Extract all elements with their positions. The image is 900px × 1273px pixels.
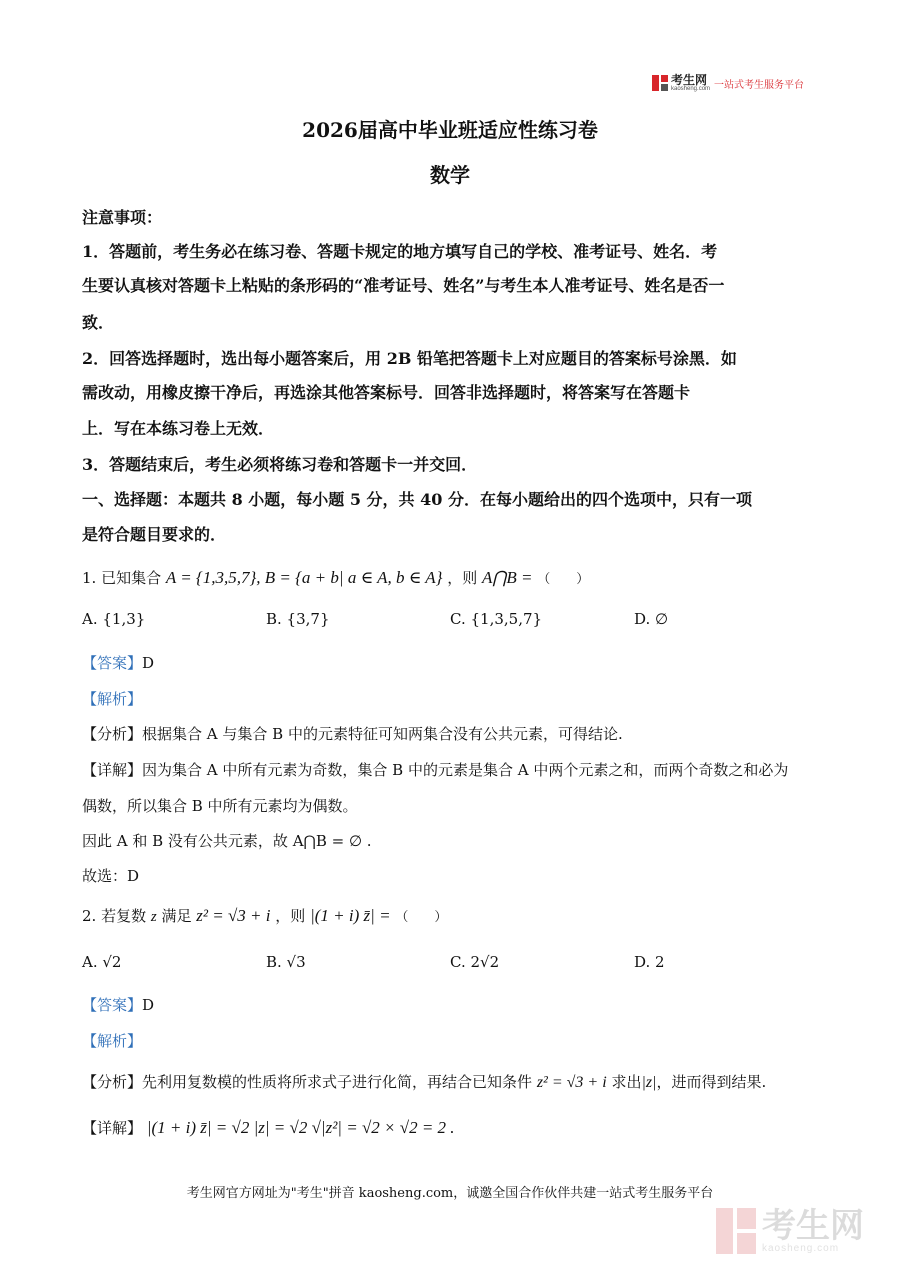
q2-paren: （ ） <box>395 910 448 925</box>
q1-detail-line: 因此 A 和 B 没有公共元素，故 A⋂B = ∅ . <box>82 832 372 850</box>
q2-answer <box>82 994 154 1015</box>
q2-option-a: A. √2 <box>82 953 122 971</box>
q2-z: z <box>150 909 157 925</box>
q2-mid2: ，则 <box>275 907 306 925</box>
q2-option-d: D. 2 <box>634 953 665 971</box>
detail-tag: 【详解】 <box>82 1119 143 1137</box>
q1-prefix: 1. 已知集合 <box>82 569 162 587</box>
fenxi-condition: z² = √3 + i <box>536 1074 607 1091</box>
kaosheng-watermark-icon <box>716 1208 756 1254</box>
answer-value: D <box>142 654 155 672</box>
q2-prefix: 2. 若复数 <box>82 907 147 925</box>
q2-mid1: 满足 <box>161 907 192 925</box>
notice-line: 上．写在本练习卷上无效． <box>82 419 275 438</box>
q1-mid: ，则 <box>447 569 478 587</box>
fenxi-text: 根据集合 A 与集合 B 中的元素特征可知两集合没有公共元素，可得结论. <box>142 725 623 743</box>
q1-paren: （ ） <box>537 572 590 587</box>
page-footer: 考生网官方网址为"考生"拼音 kaosheng.com，诚邀全国合作伙伴共建一站式考生服务平台 <box>186 1186 714 1201</box>
section-heading: 是符合题目要求的． <box>82 525 227 544</box>
q1-option-a: A. {1,3} <box>82 610 146 628</box>
header-logo <box>652 72 804 94</box>
q1-expr: A⋂B = <box>482 568 533 587</box>
q2-fenxi <box>82 1071 766 1092</box>
notice-line: 1．答题前，考生务必在练习卷、答题卡规定的地方填写自己的学校、准考证号、姓名．考 <box>82 242 718 261</box>
q1-detail-line: 偶数，所以集合 B 中所有元素均为偶数。 <box>82 797 358 815</box>
q2-expr: |(1 + i) z̄| = <box>310 906 391 925</box>
question-1 <box>82 567 589 588</box>
section-heading: 一、选择题：本题共 8 小题，每小题 5 分，共 40 分．在每小题给出的四个选项中，只有一项 <box>82 490 752 509</box>
fenxi-text: ，进而得到结果. <box>656 1073 767 1091</box>
detail-tag: 【详解】 <box>82 761 143 779</box>
q2-detail <box>82 1117 455 1138</box>
notice-line: 生要认真核对答题卡上粘贴的条形码的“准考证号、姓名”与考生本人准考证号、姓名是否一 <box>82 276 725 295</box>
q1-choose: 故选：D <box>82 867 140 885</box>
question-2 <box>82 905 447 926</box>
notice-line: 2．回答选择题时，选出每小题答案后，用 2B 铅笔把答题卡上对应题目的答案标号涂黑．如 <box>82 349 737 368</box>
subject-title: 数学 <box>430 163 470 187</box>
notice-heading: 注意事项： <box>82 208 163 227</box>
q1-answer <box>82 652 154 673</box>
notice-line: 3．答题结束后，考生必须将练习卷和答题卡一并交回． <box>82 455 478 474</box>
detail-formula: |(1 + i) z̄| = √2 |z| = √2 √|z²| = √2 × √2 = 2 . <box>146 1118 455 1137</box>
q2-analysis-tag: 【解析】 <box>82 1032 143 1050</box>
q2-option-c: C. 2√2 <box>450 953 500 971</box>
kaosheng-logo-icon <box>652 75 668 91</box>
header-slogan: 一站式考生服务平台 <box>714 79 805 91</box>
answer-tag: 【答案】 <box>82 654 143 672</box>
detail-text: 因为集合 A 中所有元素为奇数，集合 B 中的元素是集合 A 中两个元素之和，而两个奇数之和必为 <box>142 761 789 779</box>
q1-analysis-tag: 【解析】 <box>82 690 143 708</box>
page-title: 2026届高中毕业班适应性练习卷 <box>302 118 598 142</box>
answer-tag: 【答案】 <box>82 996 143 1014</box>
fenxi-text: 先利用复数模的性质将所求式子进行化简，再结合已知条件 <box>142 1073 533 1091</box>
q1-option-b: B. {3,7} <box>266 610 330 628</box>
logo-sub: kaosheng.com <box>671 85 711 92</box>
q2-condition: z² = √3 + i <box>196 906 271 925</box>
q1-sets: A = {1,3,5,7}, B = {a + b| a ∈ A, b ∈ A} <box>165 568 443 587</box>
fenxi-tag: 【分析】 <box>82 725 143 743</box>
fenxi-text: 求出 <box>611 1073 642 1091</box>
watermark-text: 考生网 <box>762 1206 864 1245</box>
q2-option-b: B. √3 <box>266 953 306 971</box>
answer-value: D <box>142 996 155 1014</box>
fenxi-abs: |z| <box>641 1074 657 1091</box>
q1-fenxi <box>82 723 623 744</box>
q1-detail <box>82 759 788 780</box>
notice-line: 需改动，用橡皮擦干净后，再选涂其他答案标号．回答非选择题时，将答案写在答题卡 <box>82 383 691 402</box>
watermark-sub: kaosheng.com <box>762 1242 840 1254</box>
logo-text: 考生网 <box>671 72 708 87</box>
q1-option-c: C. {1,3,5,7} <box>450 610 543 628</box>
watermark <box>716 1208 864 1254</box>
fenxi-tag: 【分析】 <box>82 1073 143 1091</box>
q1-option-d: D. ∅ <box>634 610 669 628</box>
notice-line: 致． <box>82 313 115 332</box>
